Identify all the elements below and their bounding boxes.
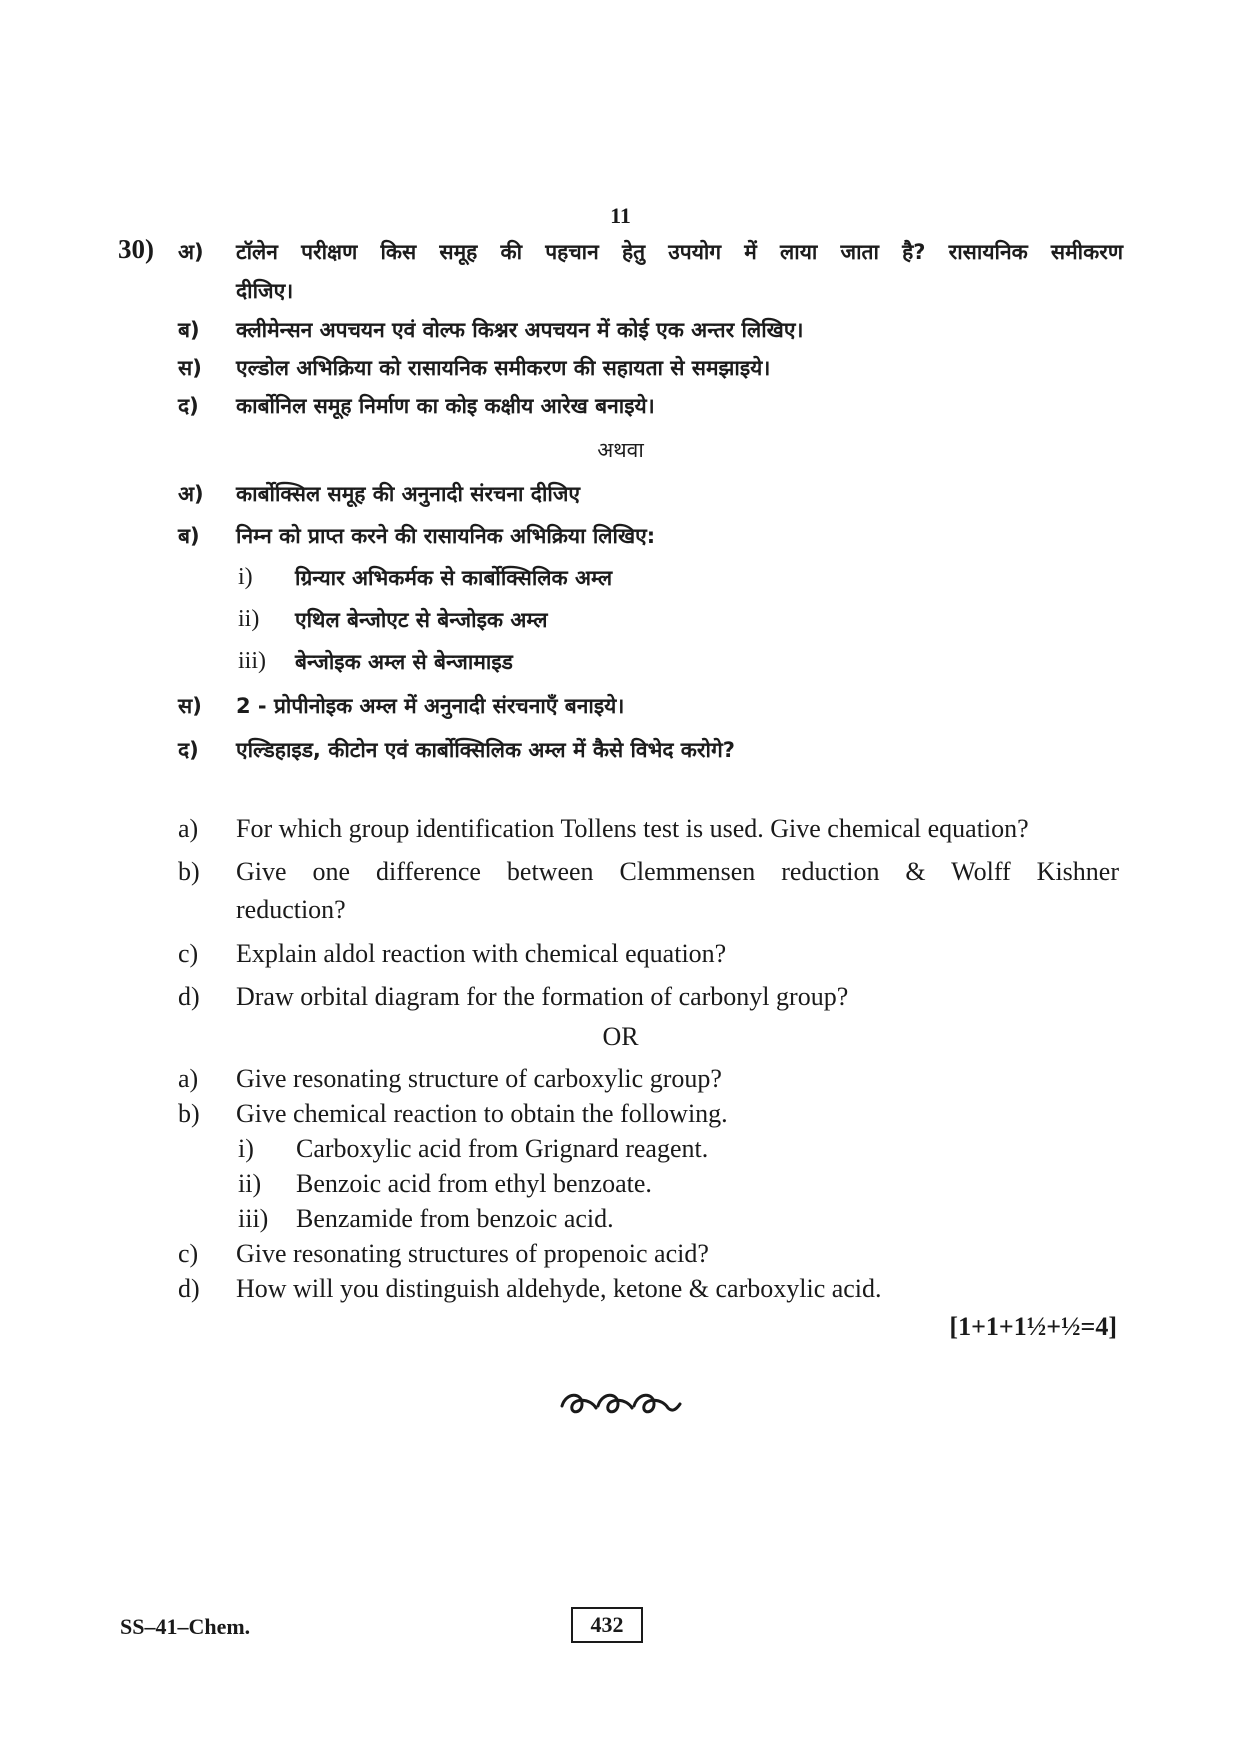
flourish-icon xyxy=(556,1380,686,1424)
hindi-or-a-label: अ) xyxy=(178,482,204,506)
hindi-a-text-cont: दीजिए। xyxy=(236,279,294,303)
english-or-b-ii-text: Benzoic acid from ethyl benzoate. xyxy=(296,1169,652,1198)
english-or-b-i-label: i) xyxy=(238,1134,254,1163)
english-or-a-label: a) xyxy=(178,1064,199,1093)
hindi-or-b-iii-text: बेन्जोइक अम्ल से बेन्जामाइड xyxy=(295,650,513,674)
english-or-a-text: Give resonating structure of carboxylic group? xyxy=(236,1064,722,1093)
english-or-b-ii-label: ii) xyxy=(238,1169,262,1198)
hindi-or-d-text: एल्डिहाइड, कीटोन एवं कार्बोक्सिलिक अम्ल में कैसे विभेद करोगे? xyxy=(236,738,735,762)
hindi-a-text: टॉलेन परीक्षण किस समूह की पहचान हेतु उपयोग में लाया जाता है? रासायनिक समीकरण xyxy=(236,240,1123,264)
english-or-c-label: c) xyxy=(178,1239,199,1268)
english-or-b-text: Give chemical reaction to obtain the following. xyxy=(236,1099,728,1128)
page-number: 11 xyxy=(610,203,631,228)
english-b-text-cont: reduction? xyxy=(236,895,346,924)
hindi-or-b-ii-label: ii) xyxy=(238,606,260,632)
hindi-c-text: एल्डोल अभिक्रिया को रासायनिक समीकरण की सहायता से समझाइये। xyxy=(236,356,771,380)
hindi-or-b-ii-text: एथिल बेन्जोएट से बेन्जोइक अम्ल xyxy=(295,608,548,632)
english-or-d-label: d) xyxy=(178,1274,200,1303)
english-c-label: c) xyxy=(178,939,199,968)
hindi-b-label: ब) xyxy=(178,318,200,342)
english-or-d-text: How will you distinguish aldehyde, ketone & carboxylic acid. xyxy=(236,1274,882,1303)
english-or-heading: OR xyxy=(602,1022,639,1051)
english-or-b-iii-text: Benzamide from benzoic acid. xyxy=(296,1204,614,1233)
english-a-label: a) xyxy=(178,814,199,843)
marks-distribution: [1+1+1½+½=4] xyxy=(949,1312,1117,1341)
hindi-a-label: अ) xyxy=(178,240,204,264)
hindi-or-d-label: द) xyxy=(178,738,199,762)
hindi-or-b-iii-label: iii) xyxy=(238,648,266,674)
hindi-b-text: क्लीमेन्सन अपचयन एवं वोल्फ किश्नर अपचयन में कोई एक अन्तर लिखिए। xyxy=(236,318,804,342)
english-or-b-label: b) xyxy=(178,1099,200,1128)
english-or-b-i-text: Carboxylic acid from Grignard reagent. xyxy=(296,1134,709,1163)
hindi-d-text: कार्बोनिल समूह निर्माण का कोइ कक्षीय आरेख बनाइये। xyxy=(236,394,655,418)
english-or-b-iii-label: iii) xyxy=(238,1204,269,1233)
english-a-text: For which group identification Tollens test is used. Give chemical equation? xyxy=(236,814,1029,843)
hindi-or-c-text: 2 - प्रोपीनोइक अम्ल में अनुनादी संरचनाएँ बनाइये। xyxy=(236,694,625,718)
hindi-d-label: द) xyxy=(178,394,199,418)
serial-number-box: 432 xyxy=(571,1607,643,1643)
paper-code: SS–41–Chem. xyxy=(120,1614,251,1639)
english-b-label: b) xyxy=(178,857,200,886)
english-c-text: Explain aldol reaction with chemical equation? xyxy=(236,939,727,968)
hindi-or-b-i-text: ग्रिन्यार अभिकर्मक से कार्बोक्सिलिक अम्ल xyxy=(295,566,613,590)
english-or-c-text: Give resonating structures of propenoic acid? xyxy=(236,1239,709,1268)
english-d-label: d) xyxy=(178,982,200,1011)
hindi-or-a-text: कार्बोक्सिल समूह की अनुनादी संरचना दीजिए xyxy=(236,482,581,506)
hindi-or-c-label: स) xyxy=(178,694,202,718)
english-b-text: Give one difference between Clemmensen reduction & Wolff Kishner xyxy=(236,857,1119,886)
end-flourish-ornament xyxy=(0,1380,1241,1429)
hindi-or-b-text: निम्न को प्राप्त करने की रासायनिक अभिक्रिया लिखिए: xyxy=(236,524,656,548)
hindi-or-b-i-label: i) xyxy=(238,564,253,590)
question-number: 30) xyxy=(118,234,154,264)
hindi-or-b-label: ब) xyxy=(178,524,200,548)
hindi-c-label: स) xyxy=(178,356,202,380)
english-d-text: Draw orbital diagram for the formation of carbonyl group? xyxy=(236,982,849,1011)
hindi-or-heading: अथवा xyxy=(597,438,644,462)
